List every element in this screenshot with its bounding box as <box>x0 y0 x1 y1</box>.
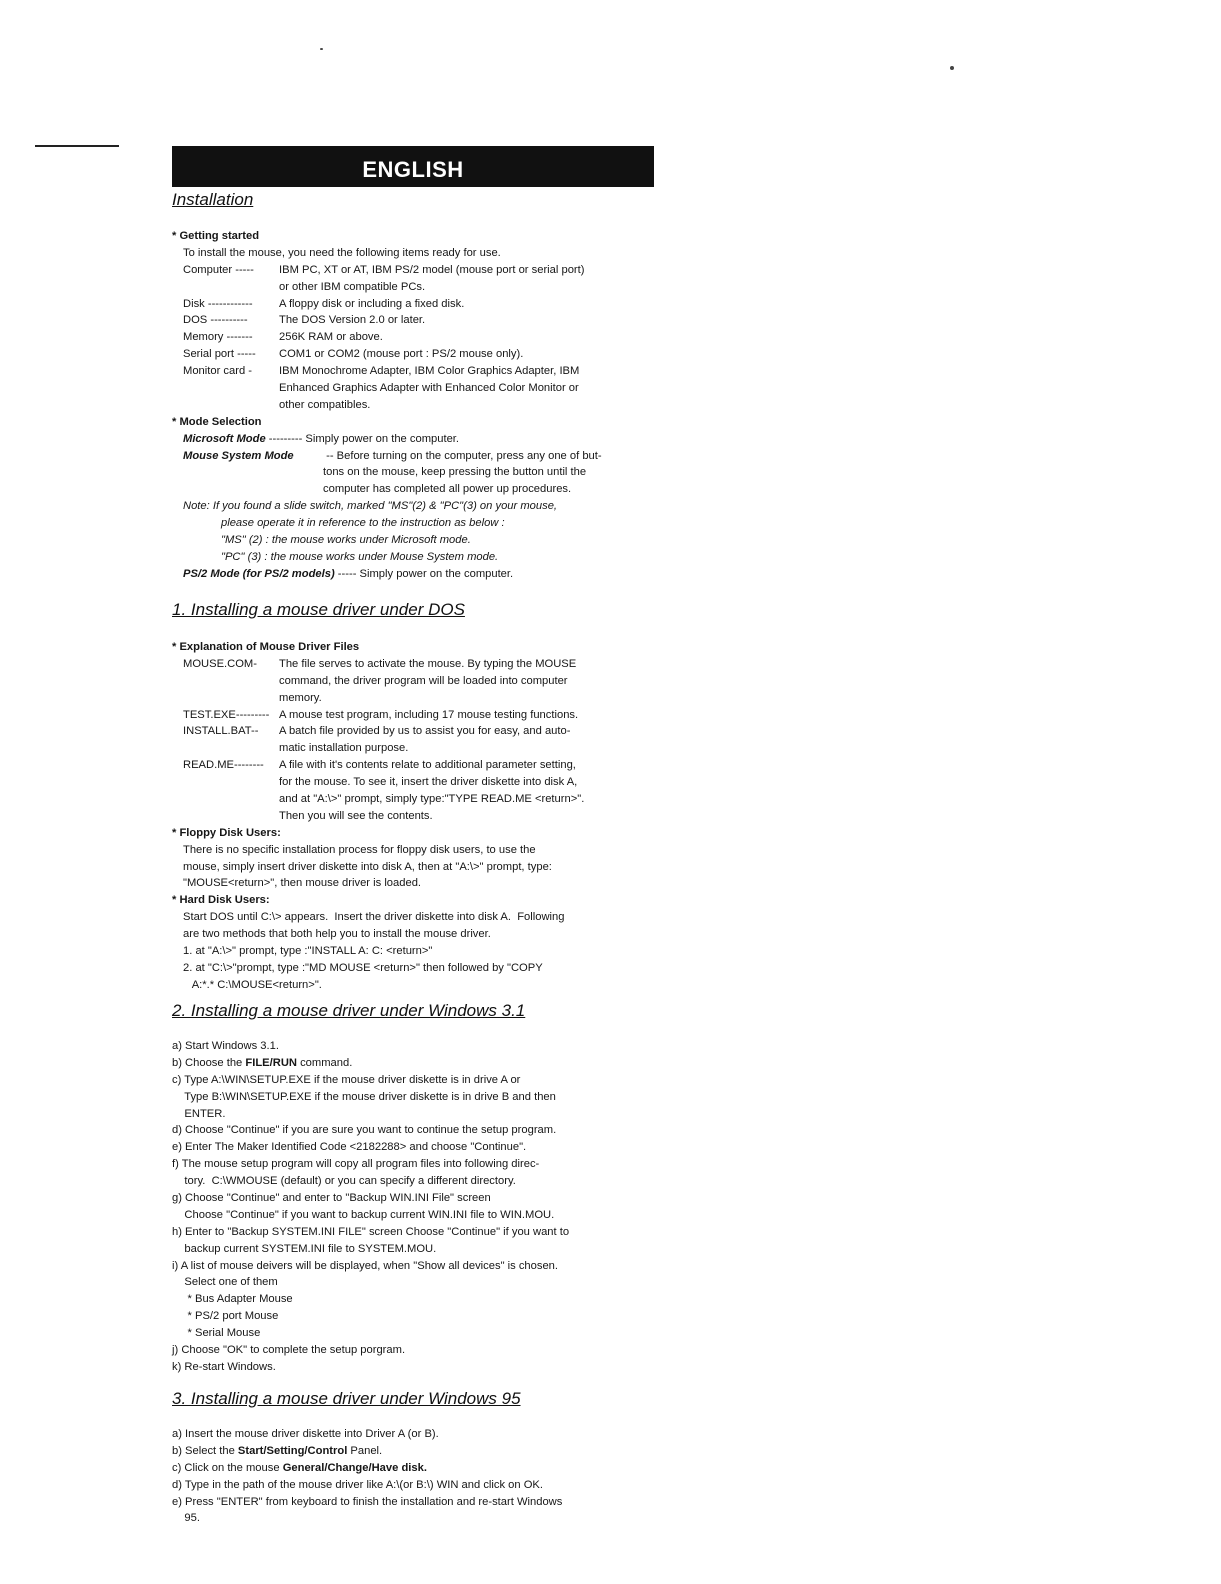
win31-step: i) A list of mouse deivers will be displayed, when "Show all devices" is chosen. <box>172 1259 559 1272</box>
win95-step-bold: General/Change/Have disk. <box>282 1461 427 1474</box>
win31-step: * Bus Adapter Mouse <box>172 1293 293 1306</box>
requirement-line: IBM PC, XT or AT, IBM PS/2 model (mouse port or serial port) <box>279 263 585 276</box>
driver-file-value <box>279 757 584 825</box>
win31-step: tory. C:\WMOUSE (default) or you can specify a different directory. <box>172 1175 516 1188</box>
driver-file-key: TEST.EXE--------- <box>183 708 270 721</box>
win31-step: * PS/2 port Mouse <box>172 1310 279 1323</box>
requirement-key: DOS ---------- <box>183 314 248 327</box>
hard-disk-line: 1. at "A:\>" prompt, type :"INSTALL A: C: <return>" <box>183 945 433 958</box>
requirement-value <box>279 262 602 296</box>
win95-step: d) Type in the path of the mouse driver like A:\(or B:\) WIN and click on OK. <box>172 1478 544 1491</box>
driver-file-value <box>279 723 584 757</box>
requirement-line: or other IBM compatible PCs. <box>279 280 426 293</box>
floppy-line: "MOUSE<return>", then mouse driver is loaded. <box>183 877 422 890</box>
driver-file-key: INSTALL.BAT-- <box>183 725 259 738</box>
win95-steps <box>172 1426 562 1527</box>
microsoft-mode-line <box>172 431 602 448</box>
getting-started-section <box>172 228 602 583</box>
floppy-text <box>172 842 584 893</box>
ps2-mode-label: PS/2 Mode (for PS/2 models) <box>183 567 335 580</box>
hard-disk-line: 2. at "C:\>"prompt, type :"MD MOUSE <return>" then followed by "COPY <box>183 961 543 974</box>
getting-started-title: * Getting started <box>172 230 260 242</box>
win31-step: * Serial Mouse <box>172 1327 261 1340</box>
driver-file-line: for the mouse. To see it, insert the driver diskette into disk A, <box>279 776 578 789</box>
driver-file-line: and at "A:\>" prompt, simply type:"TYPE READ.ME <return>". <box>279 793 585 806</box>
win31-step: b) Choose the FILE/RUN command. <box>172 1056 353 1069</box>
driver-file-line: memory. <box>279 691 322 704</box>
hard-disk-line: are two methods that both help you to install the mouse driver. <box>183 928 491 941</box>
hard-disk-title: * Hard Disk Users: <box>172 894 270 907</box>
win31-step: g) Choose "Continue" and enter to "Backup WIN.INI File" screen <box>172 1192 491 1205</box>
win95-step: c) Click on the mouse General/Change/Have disk. <box>172 1461 427 1474</box>
margin-rule <box>35 145 119 147</box>
mouse-system-line: computer has completed all power up procedures. <box>323 483 572 496</box>
requirement-key: Disk ------------ <box>183 297 253 310</box>
win31-steps <box>172 1038 569 1376</box>
mouse-system-mode-text <box>323 448 602 499</box>
requirement <box>172 329 602 346</box>
driver-file <box>172 723 584 757</box>
win31-heading: 2. Installing a mouse driver under Windows 3.1 <box>172 1001 526 1020</box>
driver-file-line: Then you will see the contents. <box>279 809 433 822</box>
win31-step: Choose "Continue" if you want to backup current WIN.INI file to WIN.MOU. <box>172 1208 555 1221</box>
win95-step: a) Insert the mouse driver diskette into Driver A (or B). <box>172 1428 439 1440</box>
driver-file-line: A batch file provided by us to assist you for easy, and auto- <box>279 725 571 738</box>
scan-speck <box>950 66 954 70</box>
win31-step: Type B:\WIN\SETUP.EXE if the mouse driver diskette is in drive B and then <box>172 1090 556 1103</box>
requirement <box>172 363 602 414</box>
win31-step: d) Choose "Continue" if you are sure you want to continue the setup program. <box>172 1124 557 1137</box>
win95-step: 95. <box>172 1512 200 1525</box>
mouse-system-line: -- Before turning on the computer, press any one of but- <box>323 449 602 462</box>
hard-disk-line: Start DOS until C:\> appears. Insert the driver diskette into disk A. Following <box>183 911 565 924</box>
requirement-line: 256K RAM or above. <box>279 331 383 344</box>
win95-step: e) Press "ENTER" from keyboard to finish the installation and re-start Windows <box>172 1495 563 1508</box>
floppy-line: There is no specific installation process for floppy disk users, to use the <box>183 843 536 856</box>
note-line: "PC" (3) : the mouse works under Mouse System mode. <box>221 550 499 563</box>
requirement-line: A floppy disk or including a fixed disk. <box>279 297 465 310</box>
driver-file-line: The file serves to activate the mouse. By typing the MOUSE <box>279 657 577 670</box>
microsoft-mode-label: Microsoft Mode <box>183 432 266 445</box>
driver-file <box>172 656 584 707</box>
installation-heading: Installation <box>172 190 254 209</box>
requirement-key: Monitor card - <box>183 365 253 378</box>
requirements-list <box>172 262 602 414</box>
requirement-value <box>279 329 602 346</box>
dos-heading: 1. Installing a mouse driver under DOS <box>172 600 465 619</box>
driver-file <box>172 707 584 724</box>
ps2-mode-text: ----- Simply power on the computer. <box>334 567 514 580</box>
dos-section <box>172 639 584 994</box>
requirement <box>172 262 602 296</box>
requirement-value <box>279 296 602 313</box>
mouse-system-mode-label: Mouse System Mode <box>183 449 294 462</box>
requirement-line: Enhanced Graphics Adapter with Enhanced Color Monitor or <box>279 382 579 395</box>
win31-step-bold: FILE/RUN <box>245 1056 297 1069</box>
requirement-value <box>279 312 602 329</box>
requirement-value <box>279 363 602 414</box>
win31-step: a) Start Windows 3.1. <box>172 1040 279 1052</box>
driver-file <box>172 757 584 825</box>
mode-selection-title: * Mode Selection <box>172 415 262 428</box>
requirement-line: COM1 or COM2 (mouse port : PS/2 mouse only). <box>279 348 524 361</box>
hard-disk-text <box>172 909 584 993</box>
requirement-value <box>279 346 602 363</box>
win31-step: backup current SYSTEM.INI file to SYSTEM.MOU. <box>172 1242 437 1255</box>
requirement <box>172 296 602 313</box>
win95-step-bold: Start/Setting/Control <box>237 1444 348 1457</box>
floppy-line: mouse, simply insert driver diskette into disk A, then at "A:\>" prompt, type: <box>183 860 552 873</box>
requirement-line: The DOS Version 2.0 or later. <box>279 314 426 327</box>
driver-file-line: A file with it's contents relate to additional parameter setting, <box>279 759 576 772</box>
note-line: Note: If you found a slide switch, marked "MS"(2) & "PC"(3) on your mouse, <box>183 500 558 513</box>
requirement <box>172 346 602 363</box>
driver-file-value <box>279 707 584 724</box>
requirement-key: Memory ------- <box>183 331 253 344</box>
mouse-system-mode <box>172 448 602 499</box>
driver-files-list <box>172 656 584 825</box>
explanation-title: * Explanation of Mouse Driver Files <box>172 641 360 653</box>
win95-step: b) Select the Start/Setting/Control Panel. <box>172 1444 383 1457</box>
driver-file-line: A mouse test program, including 17 mouse testing functions. <box>279 708 579 721</box>
getting-started-intro: To install the mouse, you need the following items ready for use. <box>183 246 501 259</box>
driver-file-value <box>279 656 584 707</box>
language-banner: ENGLISH <box>172 146 654 187</box>
floppy-title: * Floppy Disk Users: <box>172 826 281 839</box>
requirement <box>172 312 602 329</box>
driver-file-line: matic installation purpose. <box>279 742 409 755</box>
note-line: please operate it in reference to the instruction as below : <box>221 517 505 530</box>
mouse-system-line: tons on the mouse, keep pressing the button until the <box>323 466 587 479</box>
win31-step: f) The mouse setup program will copy all program files into following direc- <box>172 1158 540 1171</box>
requirement-key: Serial port ----- <box>183 348 256 361</box>
driver-file-key: READ.ME-------- <box>183 759 264 772</box>
driver-file-key: MOUSE.COM- <box>183 657 257 670</box>
requirement-line: IBM Monochrome Adapter, IBM Color Graphics Adapter, IBM <box>279 365 580 378</box>
win31-step: e) Enter The Maker Identified Code <2182288> and choose "Continue". <box>172 1141 527 1154</box>
microsoft-mode-text: --------- Simply power on the computer. <box>265 432 460 445</box>
note-line: "MS" (2) : the mouse works under Microsoft mode. <box>221 534 471 547</box>
win95-heading: 3. Installing a mouse driver under Windows 95 <box>172 1389 521 1408</box>
win31-step: h) Enter to "Backup SYSTEM.INI FILE" screen Choose "Continue" if you want to <box>172 1225 570 1238</box>
win31-step: k) Re-start Windows. <box>172 1360 276 1373</box>
win31-step: Select one of them <box>172 1276 278 1289</box>
requirement-key: Computer ----- <box>183 263 254 276</box>
win31-step: c) Type A:\WIN\SETUP.EXE if the mouse driver diskette is in drive A or <box>172 1073 521 1086</box>
mode-note <box>172 498 602 566</box>
hard-disk-line: A:*.* C:\MOUSE<return>". <box>183 978 322 991</box>
requirement-line: other compatibles. <box>279 398 371 411</box>
win31-step: ENTER. <box>172 1107 226 1120</box>
ps2-mode-line <box>172 566 602 583</box>
win31-step: j) Choose "OK" to complete the setup porgram. <box>172 1344 406 1357</box>
scan-speck <box>320 48 323 50</box>
driver-file-line: command, the driver program will be loaded into computer <box>279 674 568 687</box>
